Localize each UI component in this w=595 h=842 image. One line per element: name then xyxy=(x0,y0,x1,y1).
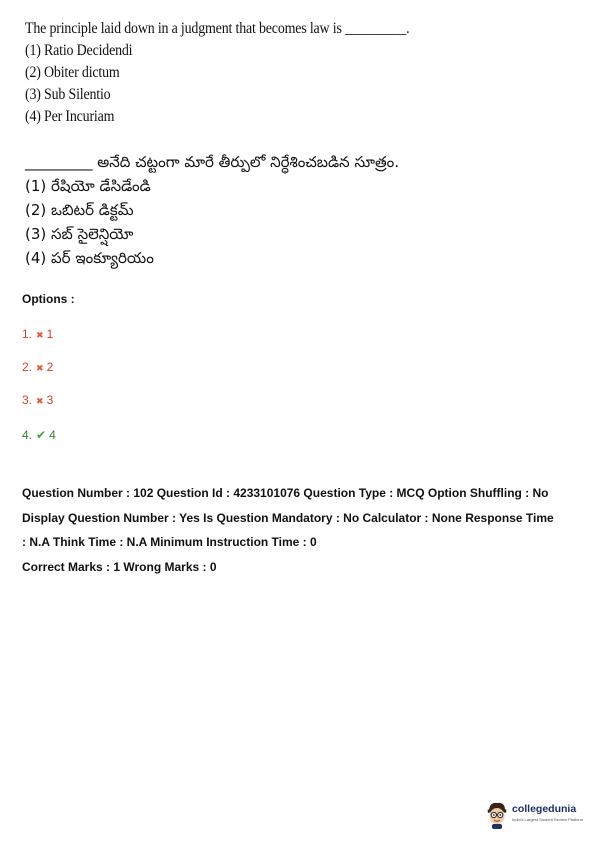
marks-line: Correct Marks : 1 Wrong Marks : 0 xyxy=(22,559,217,574)
option-te-2: (2) ఒబిటర్ డిక్టమ్ xyxy=(25,201,134,219)
question-stem-en: The principle laid down in a judgment that becomes law is _________. xyxy=(25,20,410,37)
option-value: 2 xyxy=(46,360,54,374)
cross-icon: ✖ xyxy=(36,396,44,406)
answer-option-2 xyxy=(22,360,53,374)
option-en-4: (4) Per Incuriam xyxy=(25,108,115,125)
option-number: 2. xyxy=(22,360,33,374)
option-en-2: (2) Obiter dictum xyxy=(25,64,120,81)
question-telugu xyxy=(25,150,399,270)
option-value: 1 xyxy=(46,327,54,341)
mascot-icon xyxy=(486,801,508,829)
cross-icon: ✖ xyxy=(36,330,44,340)
options-heading: Options : xyxy=(22,292,75,306)
metadata-line-1: Question Number : 102 Question Id : 4233101076 Question Type : MCQ Option Shuffling : No xyxy=(22,486,549,500)
option-number: 3. xyxy=(22,393,33,407)
option-en-3: (3) Sub Silentio xyxy=(25,86,111,103)
checkmark-icon: ✔ xyxy=(36,428,47,442)
cross-icon: ✖ xyxy=(36,363,44,373)
option-en-1: (1) Ratio Decidendi xyxy=(25,42,133,59)
question-english xyxy=(25,18,565,128)
option-te-1: (1) రేషియో డేసిడేండి xyxy=(25,177,151,195)
option-te-4: (4) పర్ ఇంక్యూరియం xyxy=(25,249,154,267)
metadata-line-3: : N.A Think Time : N.A Minimum Instruction Time : 0 xyxy=(22,535,317,549)
option-number: 4. xyxy=(22,428,33,442)
question-stem-te: _________ అనేది చట్టంగా మారే తీర్పులో నిర్ధేశించబడిన సూత్రం. xyxy=(25,153,400,171)
metadata-line-2: Display Question Number : Yes Is Question Mandatory : No Calculator : None Response Time xyxy=(22,510,554,525)
answer-option-4 xyxy=(22,428,56,442)
collegedunia-logo xyxy=(486,801,586,831)
answer-option-3 xyxy=(22,393,53,407)
option-te-3: (3) సబ్ సైలెన్షియో xyxy=(25,225,134,243)
option-value: 3 xyxy=(46,393,54,407)
logo-tagline: India's Largest Student Review Platform xyxy=(512,817,584,822)
option-number: 1. xyxy=(22,327,33,341)
option-value: 4 xyxy=(49,428,56,442)
question-metadata xyxy=(22,481,582,579)
logo-wordmark: collegedunia xyxy=(512,803,577,815)
answer-option-1 xyxy=(22,327,53,341)
